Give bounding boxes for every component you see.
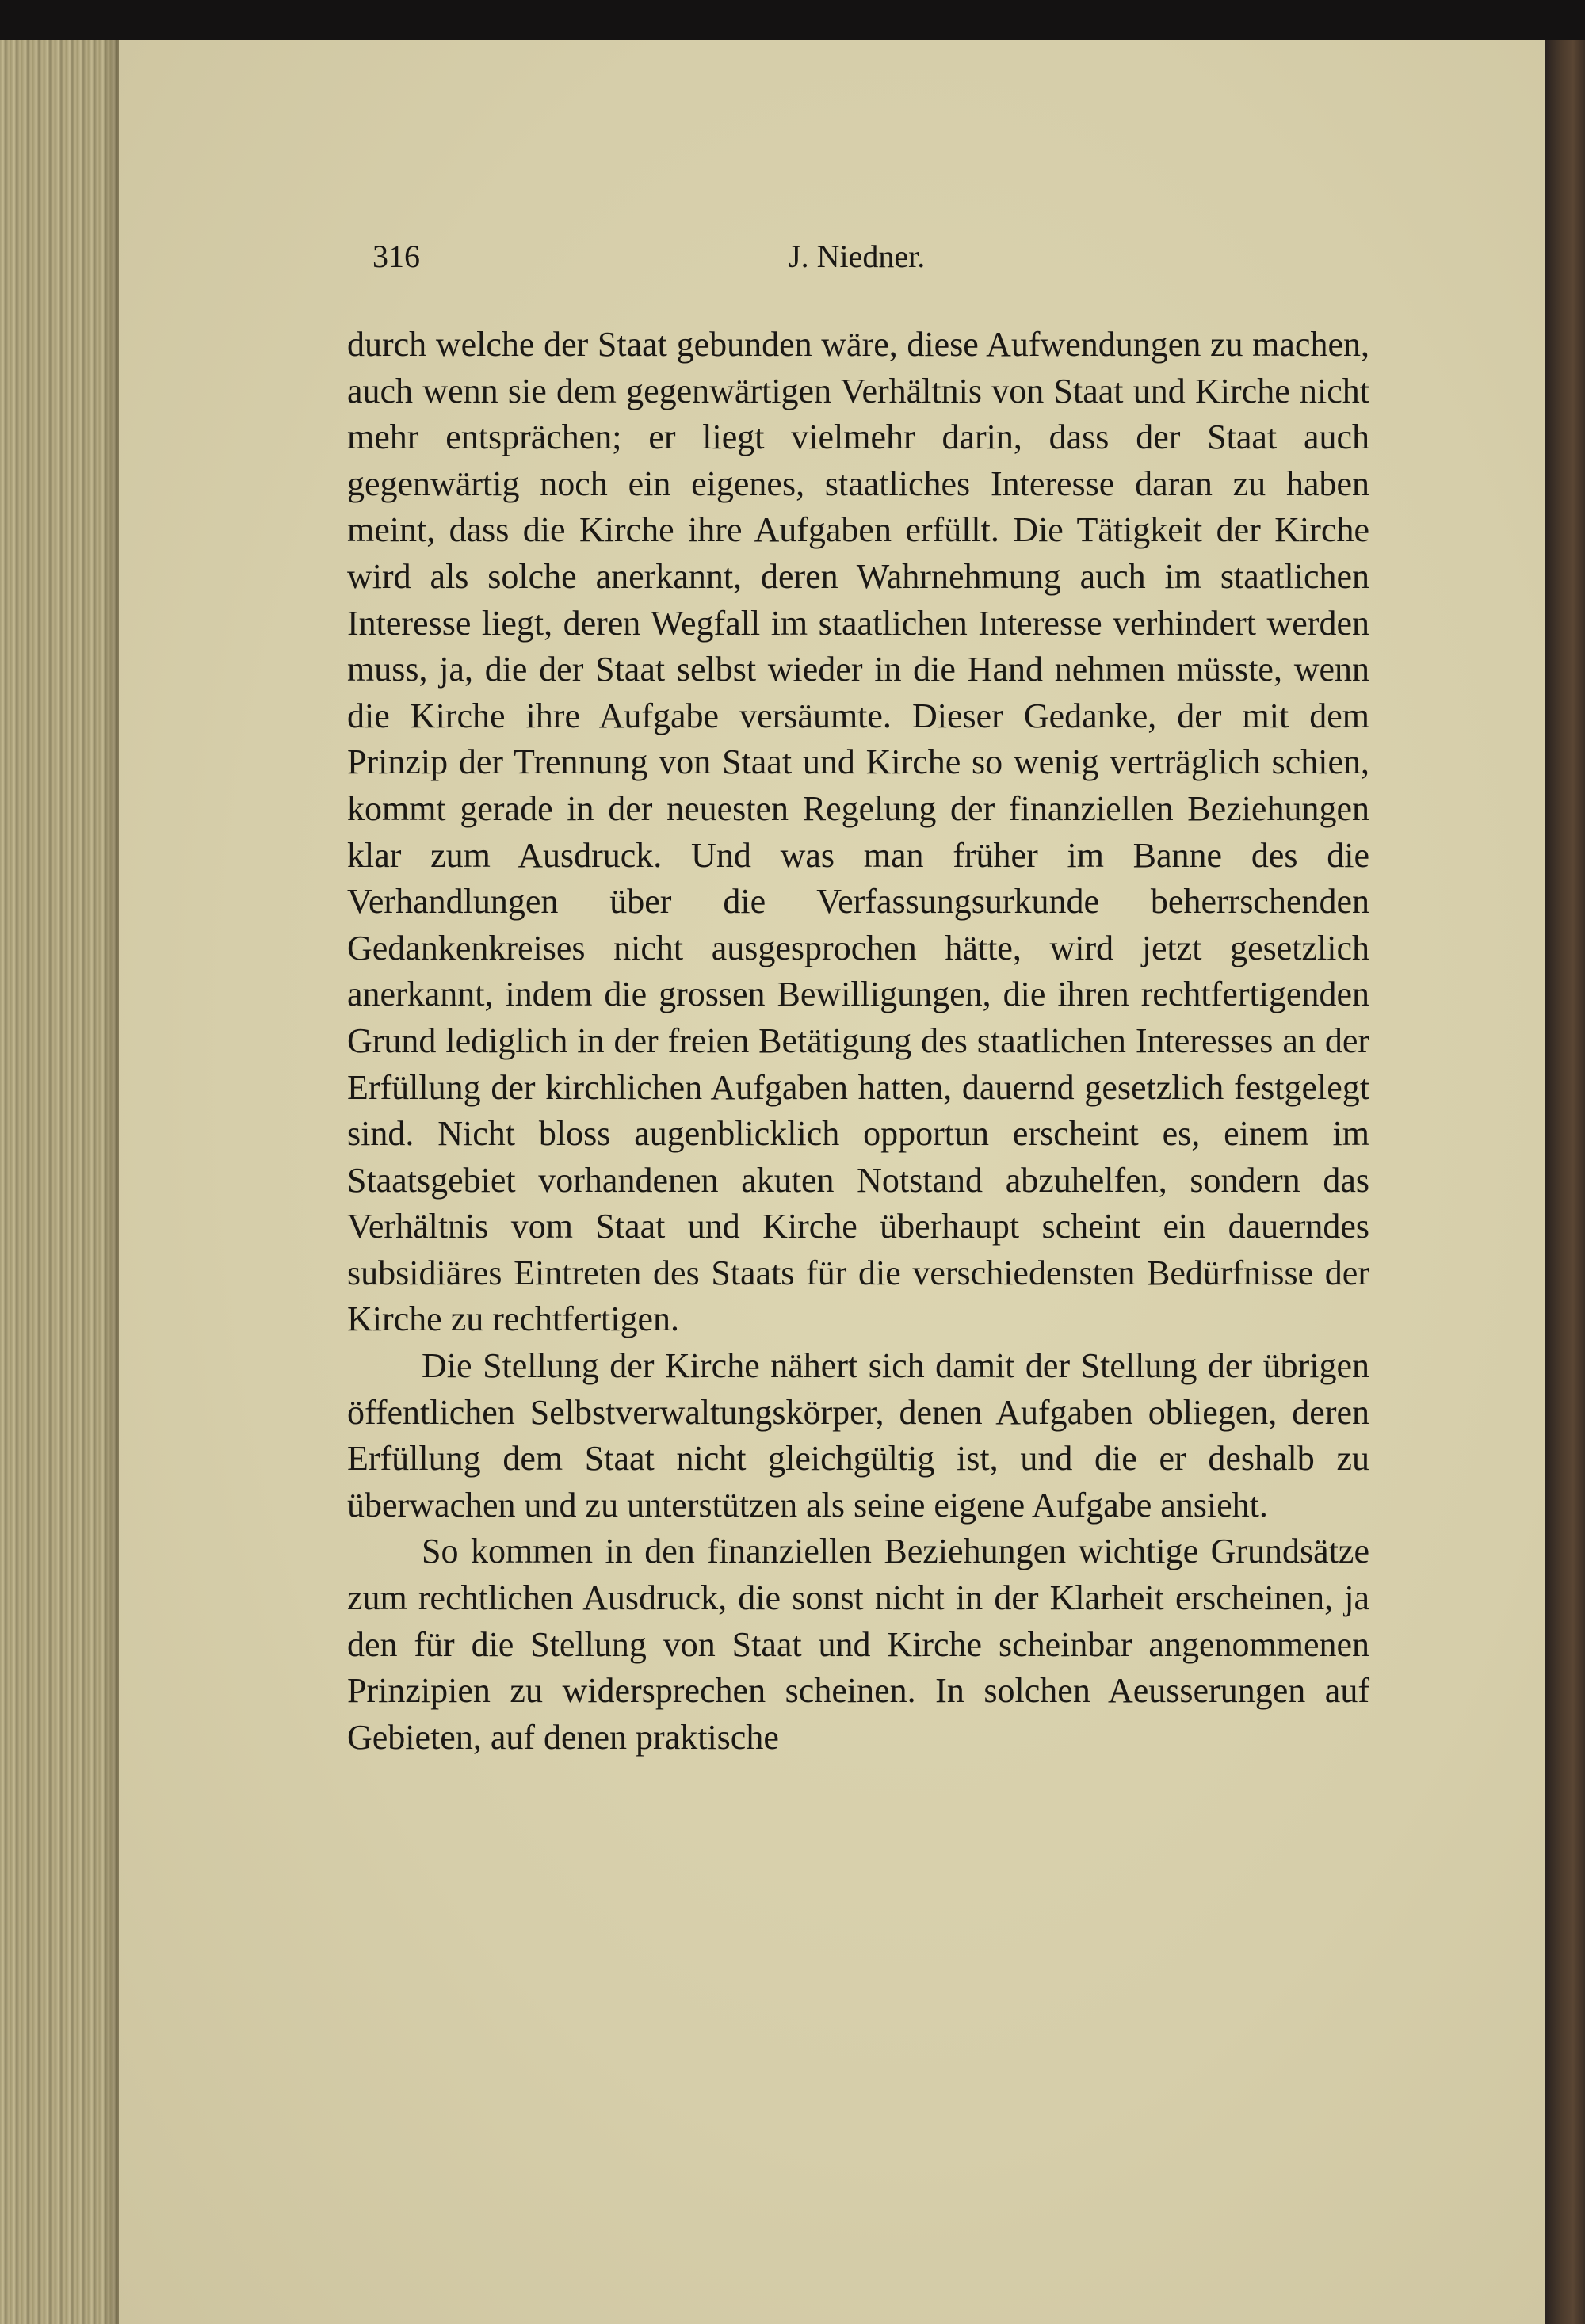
paragraph: durch welche der Staat gebunden wäre, diese Aufwendungen zu machen, auch wenn sie dem gegenwärtigen Verhältnis von Staat und Kirche nicht mehr entsprächen; er liegt vielmehr darin, dass der Staat auch gegenwärtig noch ein eigenes, staatliches Interesse daran zu haben meint, dass die Kirche ihre Aufgaben erfüllt. Die Tätigkeit der Kirche wird als solche anerkannt, deren Wahrnehmung auch im staatlichen Interesse liegt, deren Wegfall im staatlichen Interesse verhindert werden muss, ja, die der Staat selbst wieder in die Hand nehmen müsste, wenn die Kirche ihre Aufgabe versäumte. Dieser Gedanke, der mit dem Prinzip der Trennung von Staat und Kirche so wenig verträglich schien, kommt gerade in der neuesten Regelung der finanziellen Beziehungen klar zum Ausdruck. Und was man früher im Banne des die Verhandlungen über die Verfassungsurkunde beherrschenden Gedankenkreises nicht ausgesprochen hätte, wird jetzt gesetzlich anerkannt, indem die grossen Bewilligungen, die ihren rechtfertigenden Grund lediglich in der freien Betätigung des staatlichen Interesses an der Erfüllung der kirchlichen Aufgaben hatten, dauernd gesetzlich festgelegt sind. Nicht bloss augenblicklich opportun erscheint es, einem im Staatsgebiet vorhandenen akuten Notstand abzuhelfen, sondern das Verhältnis vom Staat und Kirche überhaupt scheint ein dauerndes subsidiäres Eintreten des Staats für die verschiedensten Bedürfnisse der Kirche zu rechtfertigen. xyxy=(347,325,1369,1339)
paragraph: Die Stellung der Kirche nähert sich damit der Stellung der übrigen öffentlichen Selbstverwaltungskörper, denen Aufgaben obliegen, deren Erfüllung dem Staat nicht gleichgültig ist, und die er deshalb zu überwachen und zu unterstützen als seine eigene Aufgabe ansieht. xyxy=(347,1346,1369,1525)
paragraph: So kommen in den finanziellen Beziehungen wichtige Grundsätze zum rechtlichen Ausdruck, die sonst nicht in der Klarheit erscheinen, ja den für die Stellung von Staat und Kirche scheinbar angenommenen Prinzipien zu widersprechen scheinen. In solchen Aeusserungen auf Gebieten, auf denen praktische xyxy=(347,1532,1369,1757)
book-spine xyxy=(1545,40,1585,2324)
page-number: 316 xyxy=(372,239,420,274)
page-header xyxy=(372,238,1165,285)
page-edges xyxy=(0,40,119,2324)
body-text xyxy=(347,322,1369,1761)
running-head: J. Niedner. xyxy=(789,239,926,274)
